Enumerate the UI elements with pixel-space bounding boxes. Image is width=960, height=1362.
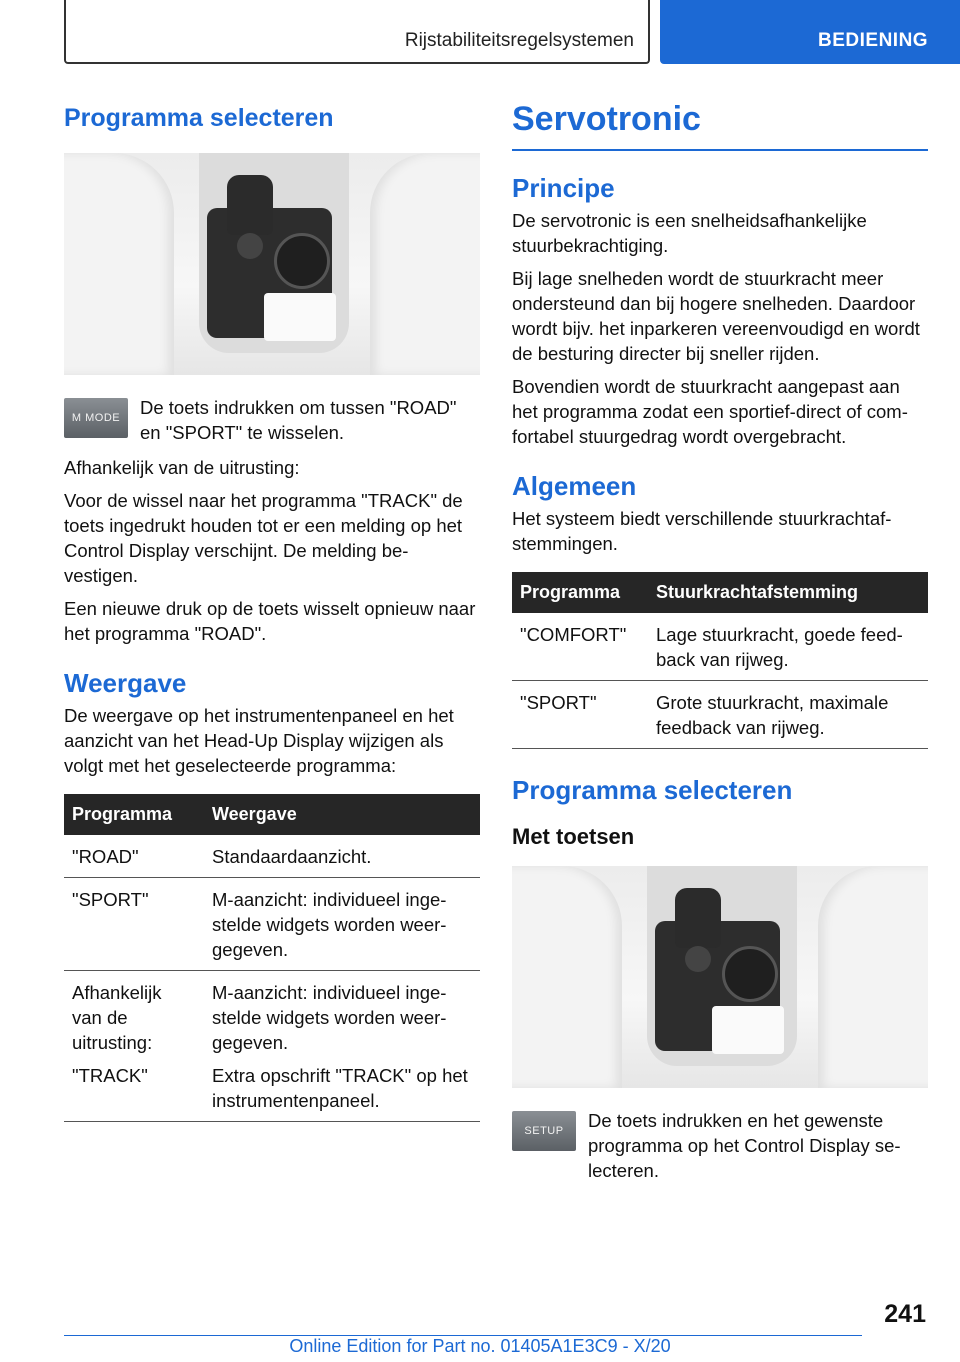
section-title-programma-selecteren-2: Programma selecteren	[512, 775, 793, 805]
section-title-programma-selecteren: Programma selecteren	[64, 104, 334, 132]
paragraph-principe-1: De servotronic is een snelheidsafhankelijke stuurbekrachtiging.	[512, 210, 867, 256]
right-column	[512, 100, 928, 1189]
table-cell: Lage stuurkracht, goede feed-back van rijweg.	[648, 613, 928, 681]
m-mode-instruction: De toets indrukken om tussen "ROAD" en "SPORT" te wisselen.	[140, 397, 457, 443]
header-chapter-title: BEDIENING	[818, 30, 929, 51]
table-row	[512, 613, 928, 681]
table-row	[64, 971, 480, 1122]
controller-knob-icon	[274, 233, 330, 289]
table-cell	[64, 971, 204, 1122]
table-row	[64, 878, 480, 971]
console-photo	[64, 153, 480, 375]
header-section-box	[64, 0, 650, 64]
console-photo-2	[512, 866, 928, 1088]
table-row	[512, 681, 928, 749]
table-cell: Standaardaanzicht.	[204, 835, 480, 878]
table-cell: "COMFORT"	[512, 613, 648, 681]
paragraph-track: Voor de wissel naar het programma "TRACK" de toets ingedrukt houden tot er een melding op het Control Display verschijnt. De melding be-vestigen.	[64, 490, 463, 586]
setup-key-row	[512, 1108, 928, 1183]
table-header: Programma	[64, 794, 204, 835]
table-header-row	[64, 794, 480, 835]
paragraph-weergave: De weergave op het instrumentenpaneel en het aanzicht van het Head-Up Display wijzigen als volgt met het geselecteerde programma:	[64, 705, 454, 776]
section-title-weergave: Weergave	[64, 668, 187, 698]
footer-edition-text: Online Edition for Part no. 01405A1E3C9 - X/20	[289, 1336, 671, 1356]
header-section-title: Rijstabiliteitsregelsystemen	[404, 30, 634, 51]
table-header-row	[512, 572, 928, 613]
table-cell: "ROAD"	[64, 835, 204, 878]
paragraph-algemeen: Het systeem biedt verschillende stuurkrachtaf-stemmingen.	[512, 508, 892, 554]
gear-lever-icon	[675, 888, 721, 948]
m-mode-key-icon: M MODE	[64, 398, 128, 438]
setup-key-icon: SETUP	[512, 1111, 576, 1151]
subsection-title-met-toetsen: Met toetsen	[512, 824, 635, 849]
left-column	[64, 100, 480, 1122]
setup-instruction: De toets indrukken en het gewenste programma op het Control Display se-lecteren.	[588, 1110, 901, 1181]
table-row	[64, 835, 480, 878]
paragraph-principe-2: Bij lage snelheden wordt de stuurkracht meer ondersteund dan bij hogere snelheden. Daardoor wordt bijv. het inparkeren vereenvoudigd en wordt de besturing directer bij sneller rijden.	[512, 268, 920, 364]
header-chapter-tab	[660, 0, 960, 64]
table-cell: Grote stuurkracht, maximale feedback van rijweg.	[648, 681, 928, 749]
table-header: Programma	[512, 572, 648, 613]
table-header: Weergave	[204, 794, 480, 835]
paragraph-road: Een nieuwe druk op de toets wisselt opnieuw naar het programma "ROAD".	[64, 598, 476, 644]
table-cell: M-aanzicht: individueel inge-stelde widgets worden weer-gegeven.	[204, 878, 480, 971]
table-cell-text: M-aanzicht: individueel inge-stelde widgets worden weer-gegeven.	[212, 982, 447, 1053]
page-number: 241	[884, 1300, 926, 1328]
m-mode-key-row	[64, 395, 480, 449]
table-cell-text: "TRACK"	[72, 1065, 148, 1086]
table-cell	[204, 971, 480, 1122]
table-cell-text: Extra opschrift "TRACK" op het instrumentenpaneel.	[212, 1065, 468, 1111]
section-title-servotronic: Servotronic	[512, 100, 928, 151]
weergave-table	[64, 794, 480, 1122]
table-header: Stuurkrachtafstemming	[648, 572, 928, 613]
paragraph-principe-3: Bovendien wordt de stuurkracht aangepast aan het programma zodat een sportief-direct of com-fortabel stuurgedrag wordt overgebracht.	[512, 376, 908, 447]
table-cell: "SPORT"	[512, 681, 648, 749]
table-cell: "SPORT"	[64, 878, 204, 971]
controller-knob-icon	[722, 946, 778, 1002]
section-title-algemeen: Algemeen	[512, 471, 637, 501]
stuurkracht-table	[512, 572, 928, 749]
table-cell-text: Afhankelijk van de uitrusting:	[72, 982, 162, 1053]
gear-lever-icon	[227, 175, 273, 235]
paragraph-equipment: Afhankelijk van de uitrusting:	[64, 457, 300, 478]
section-title-principe: Principe	[512, 173, 615, 203]
